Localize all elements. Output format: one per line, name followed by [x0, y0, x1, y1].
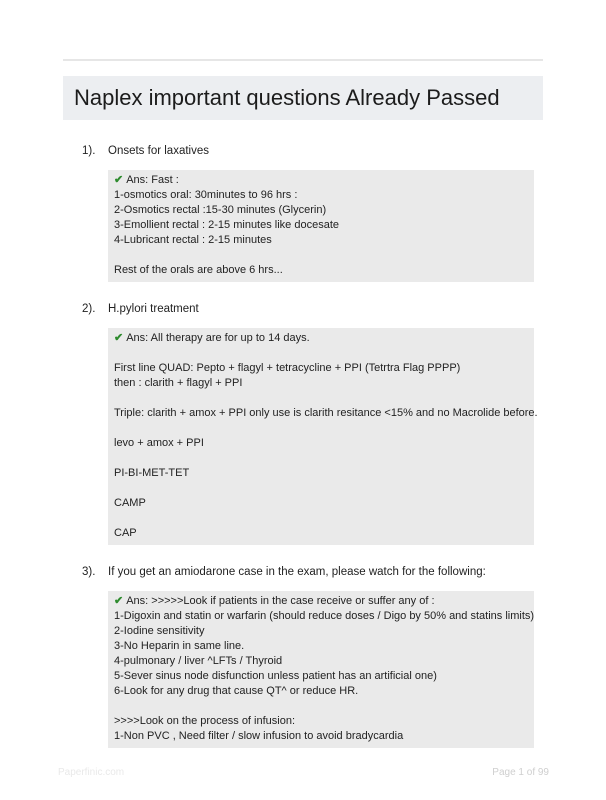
answer-line: CAP — [114, 527, 137, 539]
answer-line: 2-Iodine sensitivity — [114, 625, 205, 637]
answer-line: 1-Digoxin and statin or warfarin (should reduce doses / Digo by 50% and statins limits) — [114, 610, 535, 622]
answer-line: 1-Non PVC , Need filter / slow infusion to avoid bradycardia — [114, 730, 404, 742]
question-text: H.pylori treatment — [108, 303, 199, 315]
answer-box — [108, 591, 534, 748]
page-title: Naplex important questions Already Passed — [74, 85, 500, 110]
answer-line: 3-No Heparin in same line. — [114, 640, 245, 652]
question-number: 1). — [82, 145, 96, 157]
answer-line — [114, 511, 528, 526]
answer-line: 4-Lubricant rectal : 2-15 minutes — [114, 234, 272, 246]
question-number: 2). — [82, 303, 96, 315]
footer-site-watermark: Paperfinic.com — [58, 767, 125, 778]
title-banner — [63, 76, 543, 120]
answer-line: 3-Emollient rectal : 2-15 minutes like docesate — [114, 219, 339, 231]
question-number: 3). — [82, 566, 96, 578]
page-counter: Page 1 of 99 — [492, 767, 549, 778]
answer-line: 1-osmotics oral: 30minutes to 96 hrs : — [114, 189, 298, 201]
answer-line: 4-pulmonary / liver ^LFTs / Thyroid — [114, 655, 283, 667]
checkmark-icon: ✔ — [114, 595, 124, 607]
answer-line: Rest of the orals are above 6 hrs... — [114, 264, 283, 276]
answer-line: First line QUAD: Pepto + flagyl + tetracycline + PPI (Tetrtra Flag PPPP) — [114, 362, 461, 374]
answer-line: Triple: clarith + amox + PPI only use is clarith resitance <15% and no Macrolide before. — [114, 407, 538, 419]
answer-line — [114, 391, 528, 406]
checkmark-icon: ✔ — [114, 174, 124, 186]
answer-line: ✔ Ans: All therapy are for up to 14 days. — [114, 332, 310, 344]
answer-line: PI-BI-MET-TET — [114, 467, 190, 479]
answer-line — [114, 346, 528, 361]
question-text: Onsets for laxatives — [108, 145, 209, 157]
checkmark-icon: ✔ — [114, 332, 124, 344]
answer-line: levo + amox + PPI — [114, 437, 204, 449]
answer-line — [114, 451, 528, 466]
answer-line: ✔ Ans: Fast : — [114, 174, 179, 186]
answer-line — [114, 421, 528, 436]
answer-line — [114, 481, 528, 496]
question-text: If you get an amiodarone case in the exam, please watch for the following: — [108, 566, 486, 578]
top-divider — [63, 59, 543, 61]
answer-line: CAMP — [114, 497, 146, 509]
answer-line — [114, 699, 528, 714]
answer-line: 2-Osmotics rectal :15-30 minutes (Glycerin) — [114, 204, 327, 216]
answer-line: >>>>Look on the process of infusion: — [114, 715, 296, 727]
answer-box — [108, 170, 534, 282]
answer-line — [114, 248, 528, 263]
answer-box — [108, 328, 538, 545]
answer-line: then : clarith + flagyl + PPI — [114, 377, 243, 389]
answer-line: 5-Sever sinus node disfunction unless patient has an artificial one) — [114, 670, 437, 682]
answer-line: ✔ Ans: >>>>>Look if patients in the case receive or suffer any of : — [114, 595, 435, 607]
answer-line: 6-Look for any drug that cause QT^ or reduce HR. — [114, 685, 359, 697]
